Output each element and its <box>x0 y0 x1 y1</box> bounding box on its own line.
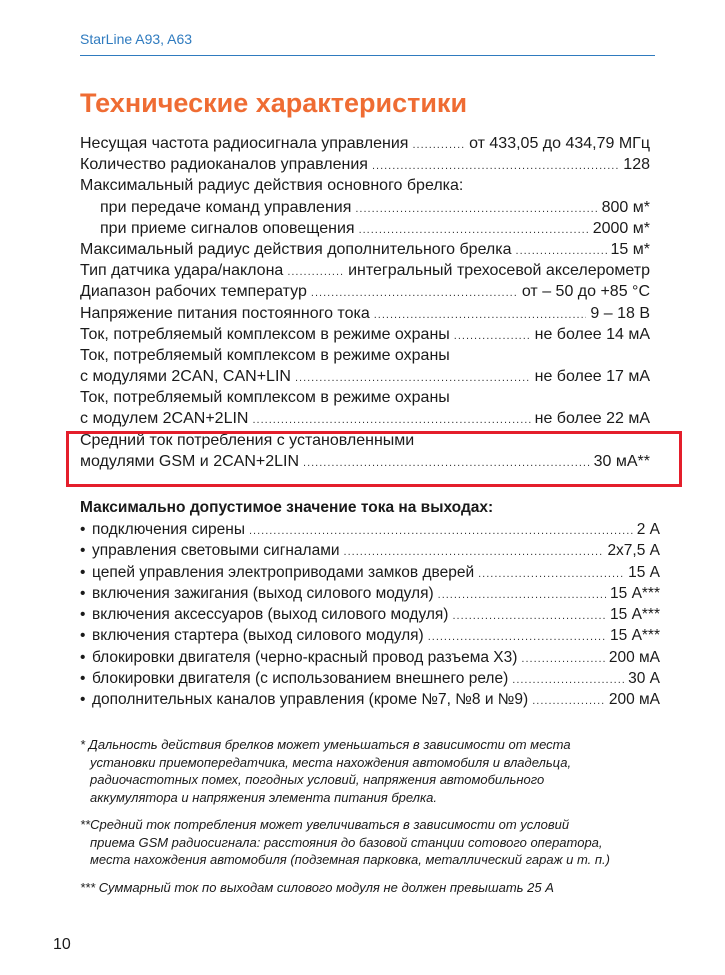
spec-label: Ток, потребляемый комплексом в режиме охраны <box>80 325 450 343</box>
spec-value: от – 50 до +85 °С <box>521 283 650 301</box>
spec-label: при приеме сигналов оповещения <box>100 219 355 237</box>
spec-value: не более 22 мА <box>534 410 650 428</box>
output-value: 15 А*** <box>610 606 660 624</box>
spec-label: с модулями 2CAN, CAN+LIN <box>80 368 291 386</box>
dot-leader <box>252 410 530 431</box>
spec-label: Напряжение питания постоянного тока <box>80 304 370 322</box>
dot-leader <box>372 156 619 177</box>
output-label: управления световыми сигналами <box>92 542 340 560</box>
spec-row <box>80 303 650 324</box>
dot-leader <box>454 326 531 347</box>
bullet-icon: • <box>80 691 86 709</box>
output-label: блокировки двигателя (черно-красный провод разъема Х3) <box>92 648 518 666</box>
bullet-icon: • <box>80 648 86 666</box>
footnote <box>80 879 650 897</box>
page-number: 10 <box>53 936 71 953</box>
output-item <box>80 562 660 583</box>
footnote-line: приема GSM радиосигнала: расстояния до базовой станции сотового оператора, <box>90 834 603 850</box>
spec-label: Максимальный радиус действия основного брелка: <box>80 177 464 195</box>
spec-label: Ток, потребляемый комплексом в режиме охраны <box>80 389 450 407</box>
dot-leader <box>512 670 624 691</box>
output-value: 15 А <box>628 563 660 581</box>
spec-label: Максимальный радиус действия дополнительного брелка <box>80 240 512 258</box>
spec-row <box>80 387 650 408</box>
footnote-line: установки приемопередатчика, места нахождения автомобиля и владельца, <box>90 754 572 770</box>
footnote-line: **Средний ток потребления может увеличиваться в зависимости от условий <box>80 817 570 832</box>
dot-leader <box>532 691 605 712</box>
footnote-line: радиочастотных помех, погодных условий, напряжения автомобильного <box>90 772 545 787</box>
output-label: подключения сирены <box>92 521 245 538</box>
dot-leader <box>438 585 606 606</box>
output-item <box>80 625 660 646</box>
highlight-box <box>66 431 682 487</box>
output-value: 15 А*** <box>610 584 660 602</box>
footnote-line: *** Суммарный ток по выходам силового модуля не должен превышать 25 А <box>80 879 554 895</box>
output-label: дополнительных каналов управления (кроме №7, №8 и №9) <box>92 691 529 709</box>
outputs-list <box>80 519 660 711</box>
output-value: 15 А*** <box>610 627 660 645</box>
bullet-icon: • <box>80 542 86 560</box>
spec-row <box>80 133 650 154</box>
output-label: блокировки двигателя (с использованием внешнего реле) <box>92 670 509 688</box>
footnotes <box>80 736 650 906</box>
spec-row <box>80 366 650 387</box>
spec-value: не более 17 мА <box>534 368 650 386</box>
bullet-icon: • <box>80 627 86 645</box>
spec-label: Несущая частота радиосигнала управления <box>80 135 409 152</box>
dot-leader <box>452 606 606 627</box>
spec-row <box>80 154 650 175</box>
output-item <box>80 647 660 668</box>
dot-leader <box>355 199 597 220</box>
output-item <box>80 604 660 625</box>
bullet-icon: • <box>80 606 86 624</box>
dot-leader <box>249 521 633 542</box>
dot-leader <box>344 542 604 563</box>
bullet-icon: • <box>80 670 86 688</box>
footnote-line: аккумулятора и напряжения элемента питания брелка. <box>90 789 437 805</box>
bullet-icon: • <box>80 521 86 538</box>
output-label: включения стартера (выход силового модуля) <box>92 627 424 645</box>
spec-value: 128 <box>623 156 650 174</box>
output-item <box>80 689 660 710</box>
spec-label: модулями GSM и 2CAN+2LIN <box>80 452 300 470</box>
spec-row <box>80 218 650 239</box>
spec-label: Тип датчика удара/наклона <box>80 262 284 280</box>
header-divider <box>80 55 655 56</box>
output-value: 2х7,5 А <box>607 542 660 560</box>
bullet-icon: • <box>80 563 86 581</box>
dot-leader <box>412 135 465 156</box>
spec-label: Средний ток потребления с установленными <box>80 431 415 449</box>
spec-value: 800 м* <box>601 198 650 216</box>
output-label: цепей управления электроприводами замков дверей <box>92 563 475 581</box>
footnote <box>80 816 650 869</box>
spec-value: не более 14 мА <box>534 325 650 343</box>
spec-value: от 433,05 до 434,79 МГц <box>469 135 650 152</box>
spec-row <box>80 324 650 345</box>
specs-list <box>80 133 650 472</box>
spec-label: Диапазон рабочих температур <box>80 283 307 301</box>
document-header: StarLine A93, A63 <box>80 31 193 47</box>
dot-leader <box>287 262 344 283</box>
output-value: 200 мА <box>608 648 660 666</box>
page-title: Технические характеристики <box>80 88 468 118</box>
spec-row <box>80 239 650 260</box>
spec-row <box>80 345 650 366</box>
dot-leader <box>516 241 607 262</box>
spec-label: Ток, потребляемый комплексом в режиме охраны <box>80 346 450 364</box>
spec-row <box>80 260 650 281</box>
dot-leader <box>428 627 606 648</box>
output-item <box>80 540 660 561</box>
spec-value: 9 – 18 В <box>590 304 650 322</box>
spec-label: Количество радиоканалов управления <box>80 156 368 174</box>
dot-leader <box>311 283 518 304</box>
spec-row <box>80 281 650 302</box>
spec-value: 30 мА** <box>593 452 650 470</box>
spec-row <box>80 408 650 429</box>
spec-label: с модулем 2CAN+2LIN <box>80 410 249 428</box>
spec-value: 2000 м* <box>592 219 650 237</box>
spec-row <box>80 175 650 196</box>
spec-label: при передаче команд управления <box>100 198 352 216</box>
output-item <box>80 668 660 689</box>
spec-value: интегральный трехосевой акселерометр <box>348 262 650 280</box>
dot-leader <box>359 220 589 241</box>
output-label: включения зажигания (выход силового модуля) <box>92 584 434 602</box>
output-value: 200 мА <box>608 691 660 709</box>
output-item <box>80 583 660 604</box>
footnote <box>80 736 650 806</box>
outputs-heading: Максимально допустимое значение тока на выходах: <box>80 499 494 516</box>
dot-leader <box>374 305 587 326</box>
spec-value: 15 м* <box>610 240 650 258</box>
footnote-line: места нахождения автомобиля (подземная парковка, металлический гараж и т. п.) <box>90 852 610 867</box>
dot-leader <box>478 564 624 585</box>
output-value: 2 А <box>636 521 660 538</box>
dot-leader <box>521 649 604 670</box>
output-label: включения аксессуаров (выход силового модуля) <box>92 606 449 624</box>
bullet-icon: • <box>80 584 86 602</box>
output-item <box>80 519 660 540</box>
footnote-line: * Дальность действия брелков может уменьшаться в зависимости от места <box>80 737 571 752</box>
spec-row <box>80 197 650 218</box>
dot-leader <box>295 368 531 389</box>
output-value: 30 А <box>628 670 660 688</box>
